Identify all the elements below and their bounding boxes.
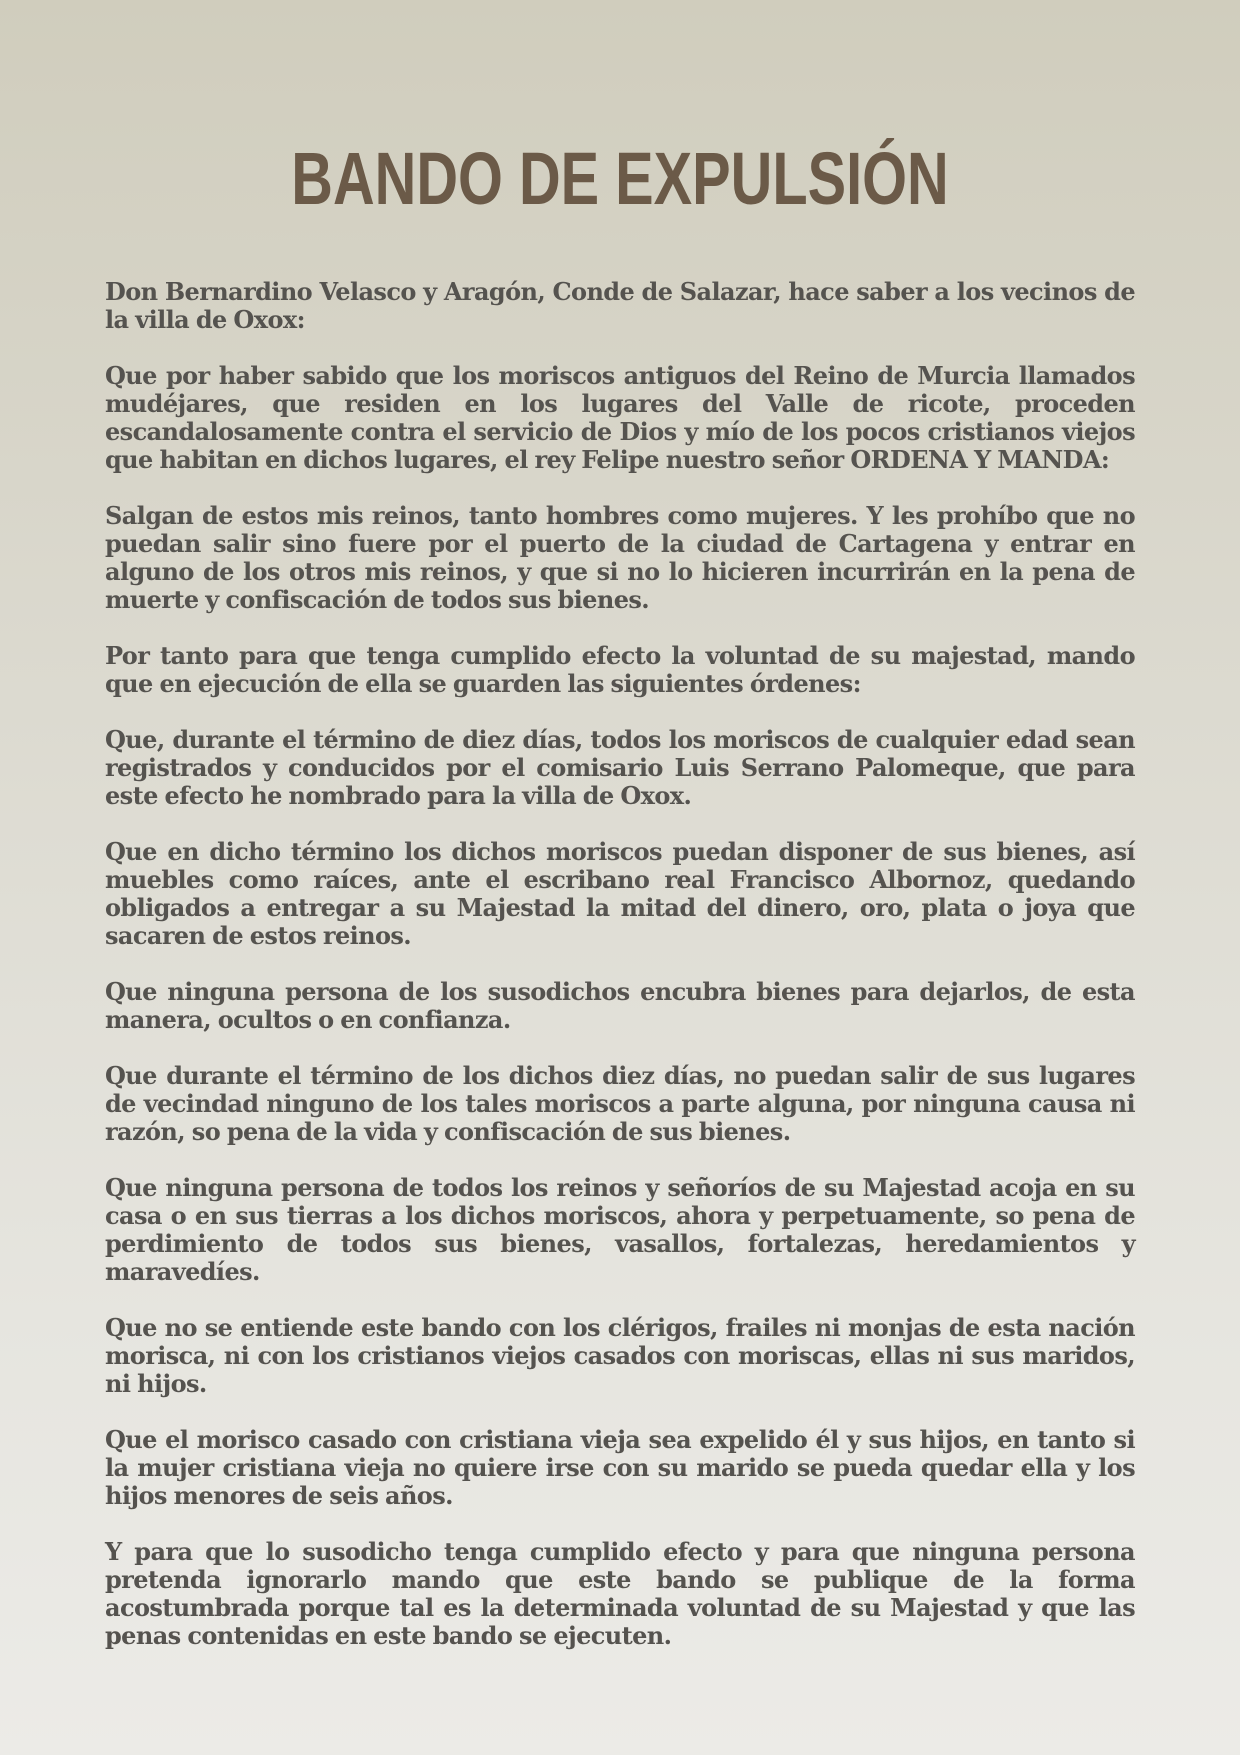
paragraph-exemptions: Que no se entiende este bando con los clérigos, frailes ni monjas de esta nación morisca, ni con los cristianos viejos casados con moriscas, ellas ni sus maridos, ni hijos. [105, 1313, 1135, 1398]
paragraph-reason: Que por haber sabido que los moriscos antiguos del Reino de Murcia llamados mudéjares, que residen en los lugares del Valle de ricote, proceden escandalosamente contra el servicio de Dios y mío de los pocos cristianos viejos que habitan en dichos lugares, el rey Felipe nuestro señor ORDENA Y MANDA: [105, 361, 1135, 474]
paragraph-intro: Don Bernardino Velasco y Aragón, Conde de Salazar, hace saber a los vecinos de la villa de Oxox: [105, 277, 1135, 334]
paragraph-registration: Que, durante el término de diez días, todos los moriscos de cualquier edad sean registrados y conducidos por el comisario Luis Serrano Palomeque, que para este efecto he nombrado para la villa de Oxox. [105, 725, 1135, 810]
paragraph-publication: Y para que lo susodicho tenga cumplido efecto y para que ninguna persona pretenda ignorarlo mando que este bando se publique de la forma acostumbrada porque tal es la determinada voluntad de su Majestad y que las penas contenidas en este bando se ejecuten. [105, 1537, 1135, 1650]
paragraph-orders-intro: Por tanto para que tenga cumplido efecto la voluntad de su majestad, mando que en ejecución de ella se guarden las siguientes órdenes: [105, 641, 1135, 698]
document-body [105, 278, 1135, 1678]
paragraph-residence: Que durante el término de los dichos diez días, no puedan salir de sus lugares de vecindad ninguno de los tales moriscos a parte alguna, por ninguna causa ni razón, so pena de la vida y confiscación de sus bienes. [105, 1061, 1135, 1146]
paragraph-mixed-marriage: Que el morisco casado con cristiana vieja sea expelido él y sus hijos, en tanto si la mujer cristiana vieja no quiere irse con su marido se pueda quedar ella y los hijos menores de seis años. [105, 1425, 1135, 1510]
paragraph-property: Que en dicho término los dichos moriscos puedan disponer de sus bienes, así muebles como raíces, ante el escribano real Francisco Albornoz, quedando obligados a entregar a su Majestad la mitad del dinero, oro, plata o joya que sacaren de estos reinos. [105, 837, 1135, 950]
paragraph-decree: Salgan de estos mis reinos, tanto hombres como mujeres. Y les prohíbo que no puedan salir sino fuere por el puerto de la ciudad de Cartagena y entrar en alguno de los otros mis reinos, y que si no lo hicieren incurrirán en la pena de muerte y confiscación de todos sus bienes. [105, 501, 1135, 614]
paragraph-concealment: Que ninguna persona de los susodichos encubra bienes para dejarlos, de esta manera, ocultos o en confianza. [105, 977, 1135, 1034]
document-title: BANDO DE EXPULSIÓN [291, 137, 949, 220]
paragraph-harboring: Que ninguna persona de todos los reinos y señoríos de su Majestad acoja en su casa o en sus tierras a los dichos moriscos, ahora y perpetuamente, so pena de perdimiento de todos sus bienes, vasallos, fortalezas, heredamientos y maravedíes. [105, 1173, 1135, 1286]
